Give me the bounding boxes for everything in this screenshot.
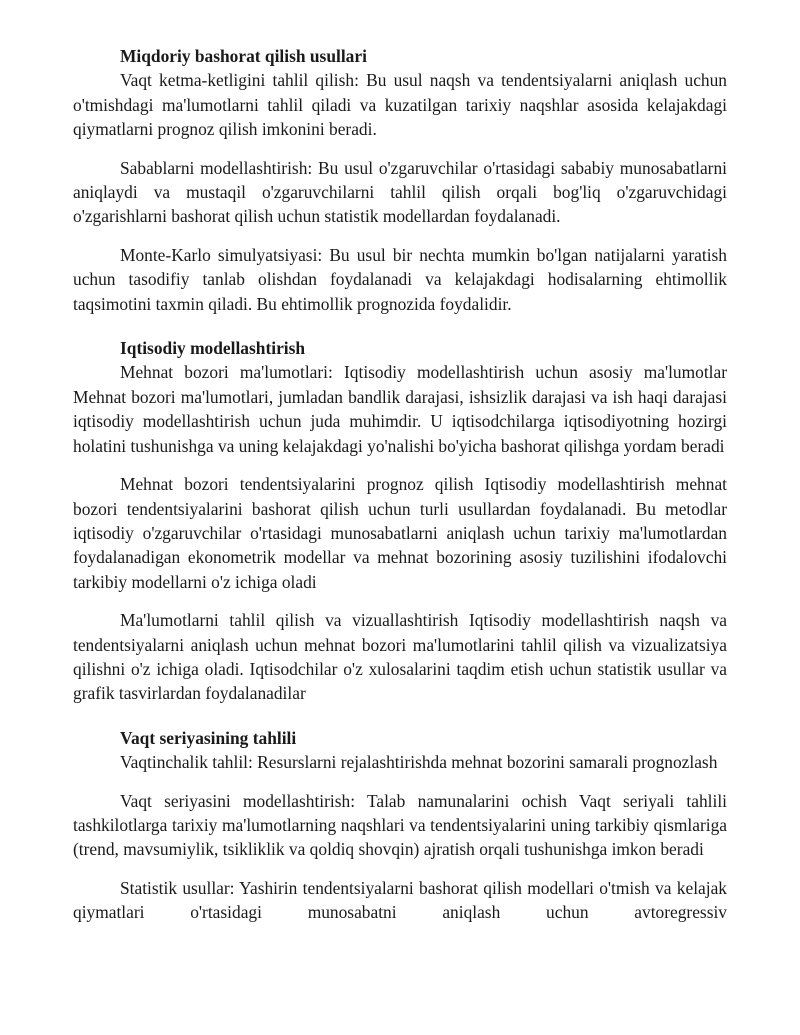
section-heading: Miqdoriy bashorat qilish usullari: [120, 46, 367, 66]
document-page: [73, 44, 727, 925]
paragraph: Mehnat bozori tendentsiyalarini prognoz qilish Iqtisodiy modellashtirish mehnat bozori tendentsiyalarini bashorat qilish uchun turli usullardan foydalanadi. Bu metodlar iqtisodiy o'zgaruvchilar o'rtasidagi munosabatlarni aniqlash uchun tarixiy ma'lumotlardan foydalanadigan ekonometrik modellar va mehnat bozorining asosiy tuzilishini ifodalovchi tarkibiy modellarni o'z ichiga oladi: [73, 474, 727, 592]
paragraph: Ma'lumotlarni tahlil qilish va vizuallashtirish Iqtisodiy modellashtirish naqsh va tendentsiyalarni aniqlash uchun mehnat bozori ma'lumotlarini tahlil qilish va vizualizatsiya qilishni o'z ichiga oladi. Iqtisodchilar o'z xulosalarini taqdim etish uchun statistik usullar va grafik tasvirlardan foydalanadilar: [73, 610, 727, 704]
paragraph: Monte-Karlo simulyatsiyasi: Bu usul bir nechta mumkin bo'lgan natijalarni yaratish uchun tasodifiy tanlab olishdan foydalanadi va kelajakdagi hodisalarning ehtimollik taqsimotini taxmin qiladi. Bu ehtimollik prognozida foydalidir.: [73, 244, 727, 314]
section-heading: Vaqt seriyasining tahlili: [120, 727, 297, 748]
paragraph: Vaqtinchalik tahlil: Resurslarni rejalashtirishda mehnat bozorini samarali prognozlash: [120, 752, 718, 773]
paragraph: Vaqt seriyasini modellashtirish: Talab namunalarini ochish Vaqt seriyali tahlili tashkilotlarga tarixiy ma'lumotlarning naqshlari va tendentsiyalarini uning tarkibiy qismlariga (trend, mavsumiylik, tsikliklik va qoldiq shovqin) ajratish orqali tushunishga imkon beradi: [73, 790, 727, 860]
section-heading: Iqtisodiy modellashtirish: [120, 338, 306, 359]
paragraph: Vaqt ketma-ketligini tahlil qilish: Bu usul naqsh va tendentsiyalarni aniqlash uchun o'tmishdagi ma'lumotlarni tahlil qiladi va kuzatilgan tarixiy naqshlar asosida kelajakdagi qiymatlarni prognoz qilish imkonini beradi.: [73, 70, 727, 140]
paragraph: Sabablarni modellashtirish: Bu usul o'zgaruvchilar o'rtasidagi sababiy munosabatlarni aniqlaydi va mustaqil o'zgaruvchilarni tahlil qilish orqali bog'liq o'zgaruvchidagi o'zgarishlarni bashorat qilish uchun statistik modellardan foydalanadi.: [73, 157, 727, 227]
paragraph: Mehnat bozori ma'lumotlari: Iqtisodiy modellashtirish uchun asosiy ma'lumotlar Mehnat bozori ma'lumotlari, jumladan bandlik darajasi, ishsizlik darajasi va ish haqi darajasi iqtisodiy modellashtirish uchun juda muhimdir. U iqtisodchilarga iqtisodiyotning hozirgi holatini tushunishga va uning kelajakdagi yo'nalishi bo'yicha bashorat qilishga yordam beradi: [73, 362, 727, 456]
paragraph: Statistik usullar: Yashirin tendentsiyalarni bashorat qilish modellari o'tmish va kelajak qiymatlari o'rtasidagi munosabatni aniqlash uchun avtoregressiv: [73, 877, 727, 923]
